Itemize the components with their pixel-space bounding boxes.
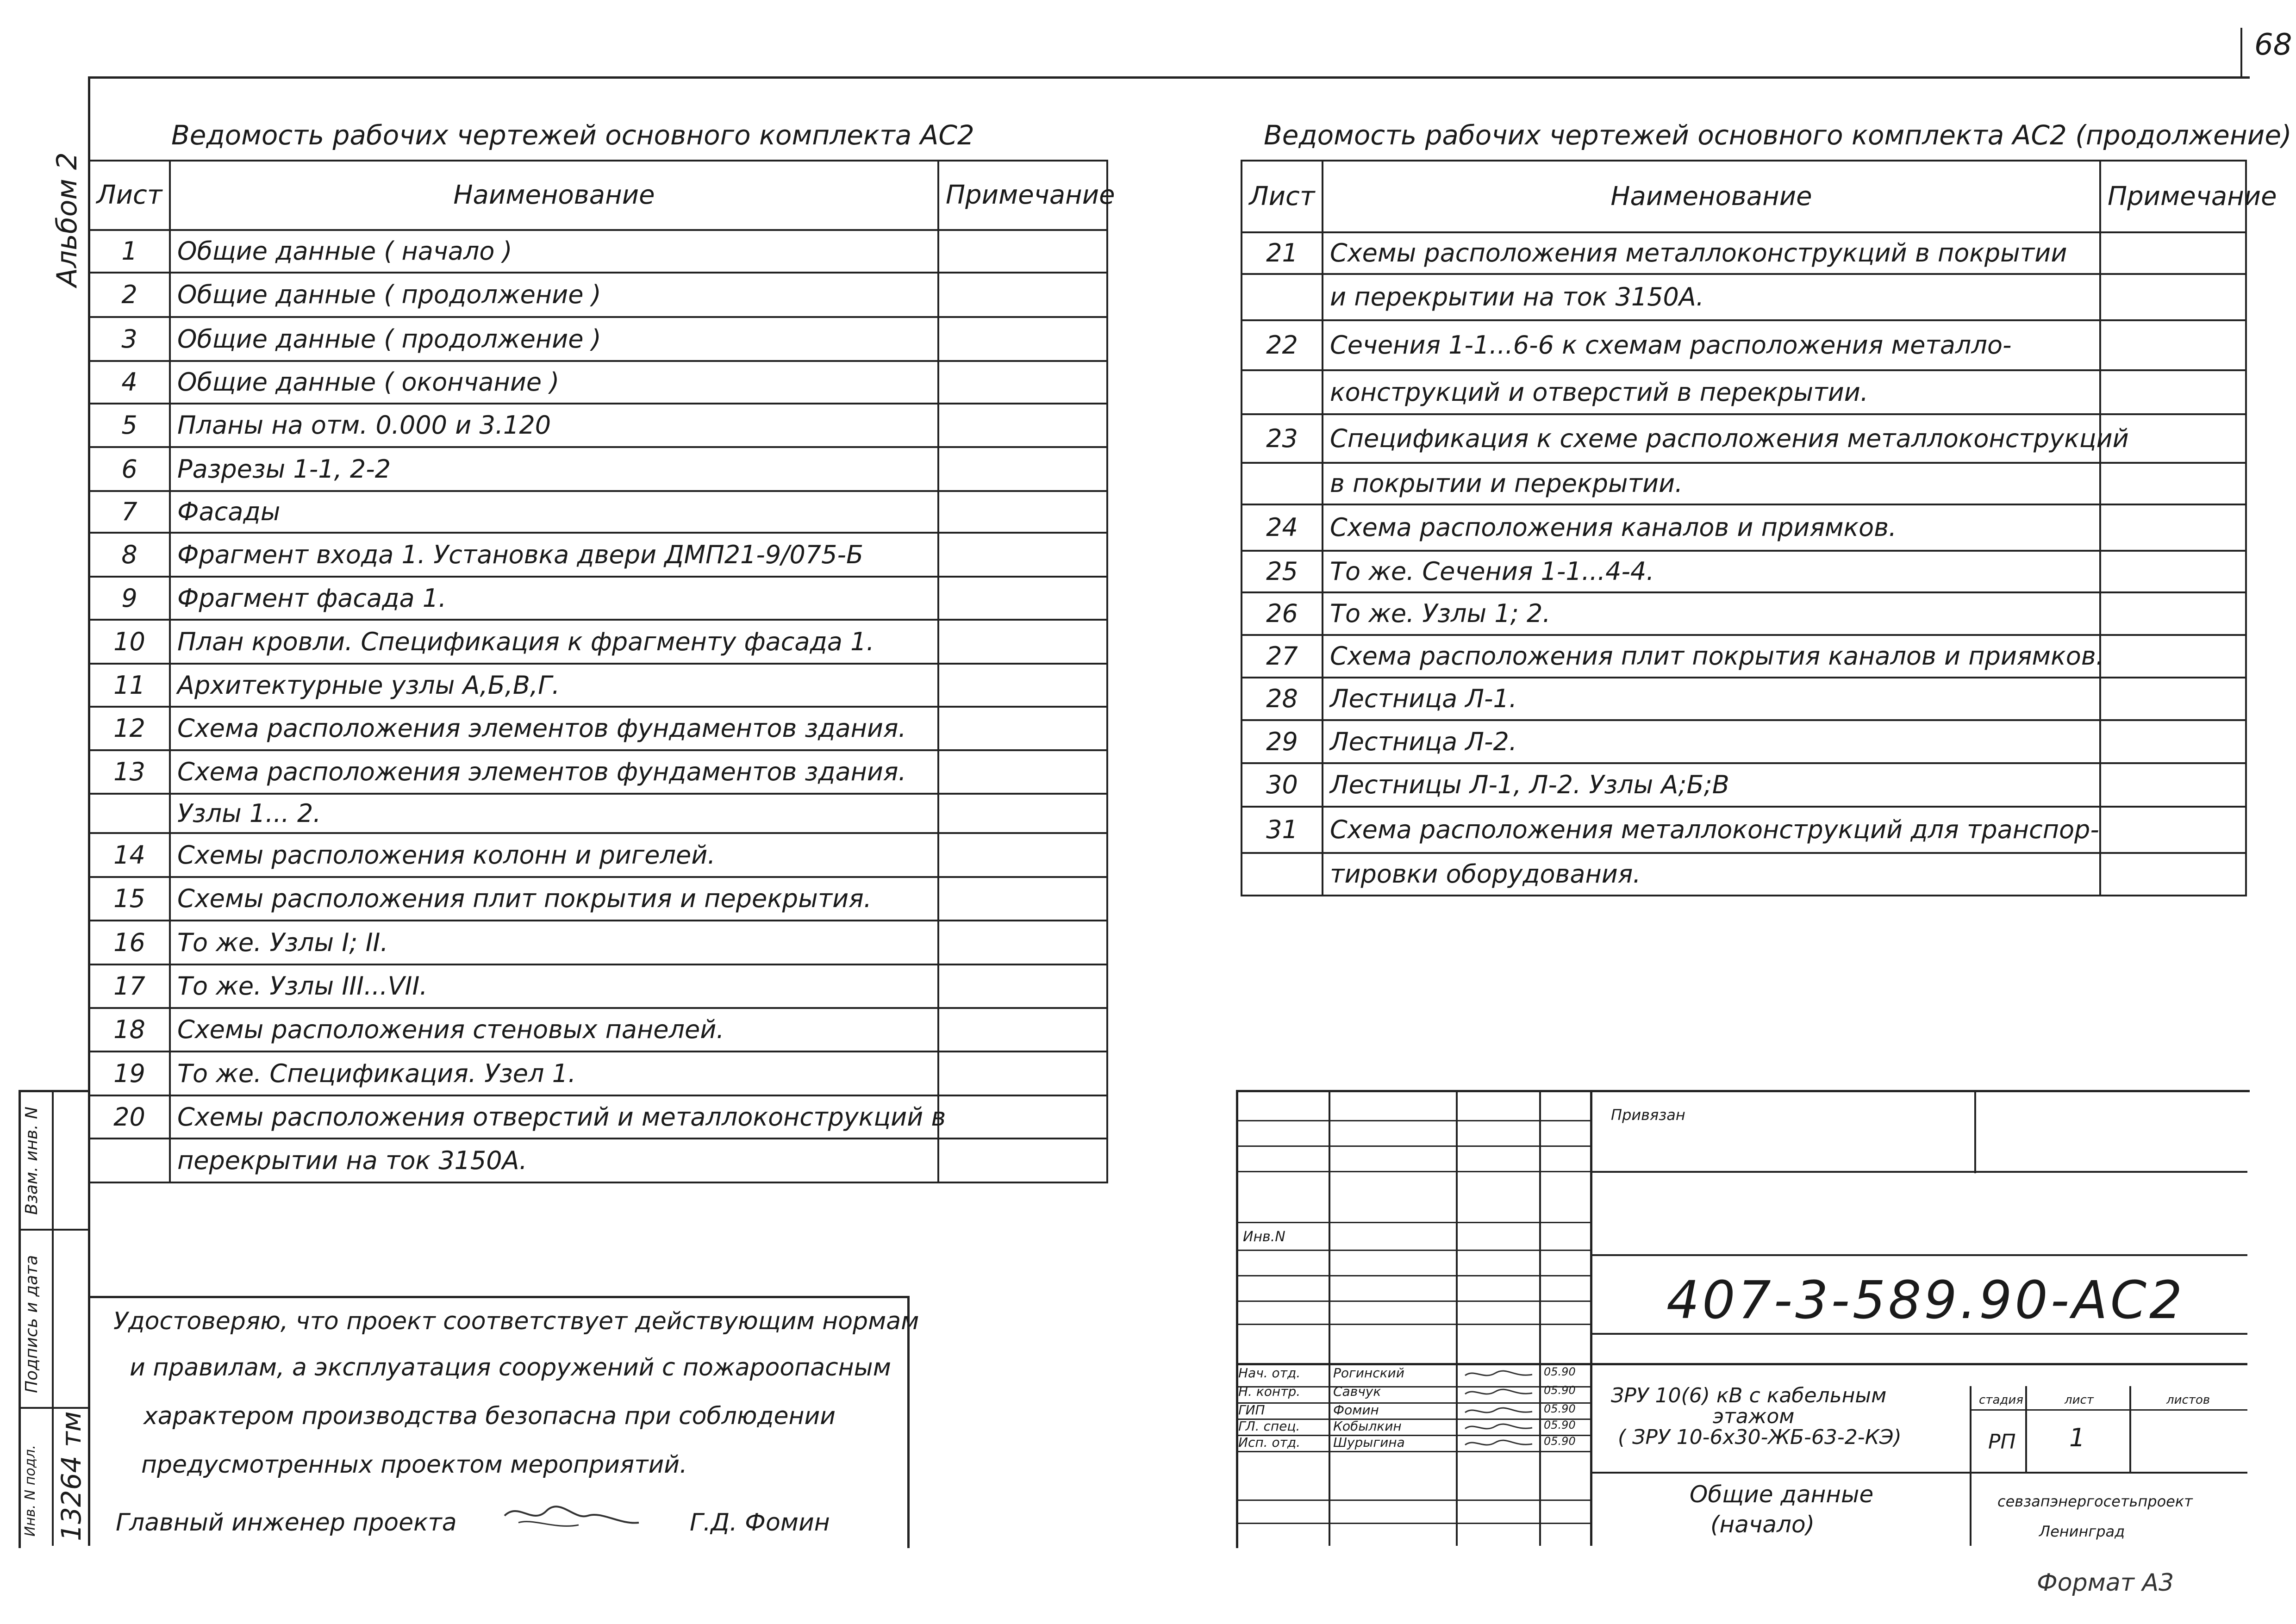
row-sheet-number: 4 bbox=[89, 361, 170, 404]
row-sheet-number: 17 bbox=[89, 964, 170, 1008]
stage-value: РП bbox=[1988, 1430, 2016, 1454]
left-table-title: Ведомость рабочих чертежей основного комплекта АС2 bbox=[171, 119, 974, 151]
row-title: То же. Узлы III...VII. bbox=[170, 964, 938, 1008]
table-row bbox=[89, 1008, 1107, 1052]
row-title: перекрытии на ток 3150А. bbox=[170, 1139, 938, 1182]
row-note bbox=[2100, 678, 2246, 720]
col-header-sheet: Лист bbox=[1242, 161, 1323, 232]
tb-right-row bbox=[1590, 1472, 2247, 1474]
row-note bbox=[2100, 504, 2246, 551]
table-row bbox=[89, 877, 1107, 921]
row-sheet-number: 18 bbox=[89, 1008, 170, 1052]
inv-original-label: Инв. N подл. bbox=[22, 1444, 38, 1537]
row-note bbox=[938, 1008, 1107, 1052]
col-header-name: Наименование bbox=[170, 161, 938, 230]
frame-top-right bbox=[88, 76, 2247, 79]
row-sheet-number: 1 bbox=[89, 230, 170, 273]
document-code: 407-3-589.90-АС2 bbox=[1666, 1270, 2185, 1331]
row-title: Схема расположения металлоконструкций для транспор- bbox=[1323, 807, 2100, 853]
row-title: Схемы расположения стеновых панелей. bbox=[170, 1008, 938, 1052]
tb-row bbox=[1236, 1275, 1590, 1276]
row-sheet-number: 20 bbox=[89, 1095, 170, 1139]
row-sheet-number bbox=[89, 1139, 170, 1182]
row-sheet-number: 7 bbox=[89, 491, 170, 533]
row-note bbox=[2100, 592, 2246, 635]
row-note bbox=[938, 230, 1107, 273]
table-row bbox=[1242, 763, 2246, 807]
col-header-note: Примечание bbox=[2100, 161, 2246, 232]
row-title: Фрагмент фасада 1. bbox=[170, 577, 938, 620]
right-table-title: Ведомость рабочих чертежей основного комплекта АС2 (продолжение) bbox=[1264, 119, 2292, 151]
table-row bbox=[89, 664, 1107, 707]
row-note bbox=[2100, 551, 2246, 592]
row-title: То же. Сечения 1-1...4-4. bbox=[1323, 551, 2100, 592]
row-sheet-number: 3 bbox=[89, 317, 170, 361]
row-note bbox=[2100, 463, 2246, 504]
person-name: Рогинский bbox=[1333, 1365, 1404, 1381]
tb-col-4 bbox=[1590, 1090, 1592, 1546]
table-row bbox=[89, 273, 1107, 317]
tb-row bbox=[1236, 1523, 1590, 1524]
row-title: Лестница Л-1. bbox=[1323, 678, 2100, 720]
table-row bbox=[1242, 232, 2246, 274]
object-line-3: ( ЗРУ 10-6х30-ЖБ-63-2-КЭ) bbox=[1618, 1425, 1902, 1449]
person-name: Шурыгина bbox=[1333, 1435, 1405, 1450]
row-note bbox=[2100, 232, 2246, 274]
row-sheet-number bbox=[1242, 853, 1323, 896]
row-sheet-number: 31 bbox=[1242, 807, 1323, 853]
signer-name: Г.Д. Фомин bbox=[690, 1509, 830, 1537]
row-sheet-number: 22 bbox=[1242, 320, 1323, 370]
row-sheet-number: 21 bbox=[1242, 232, 1323, 274]
row-sheet-number: 25 bbox=[1242, 551, 1323, 592]
row-note bbox=[938, 877, 1107, 921]
table-row bbox=[1242, 370, 2246, 414]
row-title: Схема расположения плит покрытия каналов и приямков. bbox=[1323, 635, 2100, 678]
row-sheet-number: 30 bbox=[1242, 763, 1323, 807]
format-label: Формат А3 bbox=[2037, 1569, 2174, 1597]
table-row bbox=[89, 620, 1107, 664]
tb-row bbox=[1236, 1222, 1590, 1223]
object-line-2: этажом bbox=[1713, 1405, 1795, 1428]
row-note bbox=[938, 361, 1107, 404]
signature-image bbox=[1463, 1385, 1537, 1400]
row-note bbox=[938, 664, 1107, 707]
row-title: План кровли. Спецификация к фрагменту фасада 1. bbox=[170, 620, 938, 664]
row-title: Схема расположения элементов фундаментов здания. bbox=[170, 750, 938, 794]
inv-label: Инв.N bbox=[1243, 1229, 1285, 1245]
row-title: Сечения 1-1...6-6 к схемам расположения металло- bbox=[1323, 320, 2100, 370]
certification-line-2: и правилам, а эксплуатация сооружений с пожароопасным bbox=[130, 1354, 891, 1381]
row-title: и перекрытии на ток 3150А. bbox=[1323, 274, 2100, 320]
row-title: То же. Спецификация. Узел 1. bbox=[170, 1052, 938, 1095]
row-sheet-number: 24 bbox=[1242, 504, 1323, 551]
table-row bbox=[1242, 635, 2246, 678]
row-note bbox=[2100, 807, 2246, 853]
signature-image bbox=[1463, 1419, 1537, 1435]
sheet-label: лист bbox=[2065, 1393, 2094, 1407]
tb-col-1 bbox=[1329, 1090, 1330, 1546]
person-role: Н. контр. bbox=[1238, 1384, 1301, 1399]
signature-image bbox=[1463, 1366, 1537, 1382]
row-title: Схемы расположения плит покрытия и перекрытия. bbox=[170, 877, 938, 921]
tb-row bbox=[1236, 1145, 1590, 1147]
row-sheet-number bbox=[1242, 463, 1323, 504]
tb-col-attached bbox=[1974, 1090, 1976, 1173]
row-note bbox=[2100, 635, 2246, 678]
tb-stage-row bbox=[1970, 1409, 2247, 1411]
row-note bbox=[938, 707, 1107, 750]
sheets-label: листов bbox=[2166, 1393, 2210, 1407]
person-role: Исп. отд. bbox=[1238, 1435, 1301, 1450]
row-sheet-number: 23 bbox=[1242, 414, 1323, 463]
organization: севзапэнергосетьпроект bbox=[1997, 1493, 2193, 1510]
person-date: 05.90 bbox=[1544, 1402, 1576, 1415]
row-title: Общие данные ( продолжение ) bbox=[170, 317, 938, 361]
table-row bbox=[89, 1052, 1107, 1095]
row-note bbox=[938, 833, 1107, 877]
person-date: 05.90 bbox=[1544, 1435, 1576, 1448]
table-row bbox=[89, 533, 1107, 577]
album-label: Альбом 2 bbox=[51, 152, 83, 287]
row-title: Архитектурные узлы А,Б,В,Г. bbox=[170, 664, 938, 707]
row-title: Схемы расположения колонн и ригелей. bbox=[170, 833, 938, 877]
row-title: Фасады bbox=[170, 491, 938, 533]
row-note bbox=[2100, 320, 2246, 370]
row-title: Схема расположения элементов фундаментов здания. bbox=[170, 707, 938, 750]
row-note bbox=[938, 533, 1107, 577]
row-note bbox=[2100, 763, 2246, 807]
row-title: Фрагмент входа 1. Установка двери ДМП21-9/075-Б bbox=[170, 533, 938, 577]
city: Ленинград bbox=[2039, 1523, 2125, 1540]
stage-label: стадия bbox=[1979, 1393, 2023, 1407]
row-sheet-number: 9 bbox=[89, 577, 170, 620]
row-title: Узлы 1... 2. bbox=[170, 794, 938, 833]
row-sheet-number: 13 bbox=[89, 750, 170, 794]
tb-right-row bbox=[1590, 1333, 2247, 1335]
table-row bbox=[1242, 274, 2246, 320]
row-note bbox=[938, 1139, 1107, 1182]
row-note bbox=[938, 794, 1107, 833]
row-note bbox=[938, 921, 1107, 964]
left-register-table bbox=[88, 160, 1115, 1183]
table-row bbox=[1242, 320, 2246, 370]
table-row bbox=[89, 750, 1107, 794]
tb-sheet-col bbox=[2025, 1386, 2027, 1472]
table-row bbox=[89, 230, 1107, 273]
table-row bbox=[89, 964, 1107, 1008]
tb-col-3 bbox=[1539, 1090, 1541, 1546]
row-note bbox=[938, 964, 1107, 1008]
table-row bbox=[89, 447, 1107, 491]
row-title: Схема расположения каналов и приямков. bbox=[1323, 504, 2100, 551]
row-note bbox=[938, 491, 1107, 533]
row-sheet-number: 27 bbox=[1242, 635, 1323, 678]
table-row bbox=[89, 577, 1107, 620]
person-date: 05.90 bbox=[1544, 1419, 1576, 1431]
side-stamp-divider bbox=[52, 1090, 54, 1546]
row-note bbox=[938, 750, 1107, 794]
inv-number: 13264 тм bbox=[56, 1411, 87, 1541]
row-sheet-number bbox=[1242, 370, 1323, 414]
row-title: конструкций и отверстий в перекрытии. bbox=[1323, 370, 2100, 414]
signature-image bbox=[500, 1497, 648, 1539]
row-sheet-number: 10 bbox=[89, 620, 170, 664]
object-line-1: ЗРУ 10(6) кВ с кабельным bbox=[1611, 1384, 1887, 1407]
sheet-value: 1 bbox=[2069, 1423, 2085, 1452]
row-note bbox=[938, 447, 1107, 491]
row-title: Схемы расположения отверстий и металлоконструкций в bbox=[170, 1095, 938, 1139]
person-role: Нач. отд. bbox=[1238, 1365, 1301, 1381]
row-note bbox=[2100, 720, 2246, 763]
tb-col-2 bbox=[1456, 1090, 1458, 1546]
row-sheet-number: 19 bbox=[89, 1052, 170, 1095]
row-note bbox=[938, 273, 1107, 317]
table-row bbox=[89, 317, 1107, 361]
row-title: Планы на отм. 0.000 и 3.120 bbox=[170, 404, 938, 447]
row-sheet-number: 6 bbox=[89, 447, 170, 491]
row-note bbox=[938, 404, 1107, 447]
tb-row bbox=[1236, 1250, 1590, 1251]
row-sheet-number: 29 bbox=[1242, 720, 1323, 763]
row-sheet-number: 26 bbox=[1242, 592, 1323, 635]
signer-role: Главный инженер проекта bbox=[116, 1509, 457, 1537]
row-sheet-number bbox=[1242, 274, 1323, 320]
row-sheet-number: 12 bbox=[89, 707, 170, 750]
person-name: Фомин bbox=[1333, 1402, 1379, 1418]
row-note bbox=[2100, 370, 2246, 414]
tb-row bbox=[1236, 1300, 1590, 1302]
row-sheet-number: 14 bbox=[89, 833, 170, 877]
row-title: Общие данные ( начало ) bbox=[170, 230, 938, 273]
sign-date-label: Подпись и дата bbox=[22, 1255, 41, 1393]
row-title: Общие данные ( окончание ) bbox=[170, 361, 938, 404]
row-sheet-number: 11 bbox=[89, 664, 170, 707]
table-row bbox=[1242, 504, 2246, 551]
tb-right-row bbox=[1590, 1171, 2247, 1173]
sheet-title-line-2: (начало) bbox=[1710, 1511, 1815, 1538]
col-header-sheet: Лист bbox=[89, 161, 170, 230]
row-title: Лестницы Л-1, Л-2. Узлы А;Б;В bbox=[1323, 763, 2100, 807]
row-note bbox=[938, 1052, 1107, 1095]
table-row bbox=[1242, 463, 2246, 504]
tb-sheets-col bbox=[2129, 1386, 2131, 1472]
person-date: 05.90 bbox=[1544, 1384, 1576, 1397]
person-name: Кобылкин bbox=[1333, 1419, 1402, 1434]
col-header-note: Примечание bbox=[938, 161, 1107, 230]
row-title: То же. Узлы 1; 2. bbox=[1323, 592, 2100, 635]
row-sheet-number bbox=[89, 794, 170, 833]
table-row bbox=[1242, 720, 2246, 763]
tb-row bbox=[1236, 1402, 1590, 1404]
table-row bbox=[1242, 551, 2246, 592]
table-row bbox=[89, 1095, 1107, 1139]
row-title: Общие данные ( продолжение ) bbox=[170, 273, 938, 317]
table-row bbox=[89, 491, 1107, 533]
table-row bbox=[89, 361, 1107, 404]
row-note bbox=[938, 620, 1107, 664]
sheet-title-line-1: Общие данные bbox=[1690, 1481, 1874, 1508]
row-sheet-number: 16 bbox=[89, 921, 170, 964]
tb-row bbox=[1236, 1120, 1590, 1121]
person-date: 05.90 bbox=[1544, 1365, 1576, 1378]
page-number: 68 bbox=[2254, 28, 2292, 62]
table-row bbox=[1242, 414, 2246, 463]
col-header-name: Наименование bbox=[1323, 161, 2100, 232]
row-sheet-number: 15 bbox=[89, 877, 170, 921]
row-title: Разрезы 1-1, 2-2 bbox=[170, 447, 938, 491]
row-sheet-number: 8 bbox=[89, 533, 170, 577]
certification-line-4: предусмотренных проектом мероприятий. bbox=[141, 1451, 687, 1479]
tb-row bbox=[1236, 1500, 1590, 1501]
side-stamp-row-2 bbox=[19, 1407, 88, 1409]
tb-row bbox=[1236, 1324, 1590, 1325]
table-row bbox=[89, 707, 1107, 750]
row-note bbox=[2100, 853, 2246, 896]
right-register-table bbox=[1241, 160, 2277, 896]
person-role: ГЛ. спец. bbox=[1238, 1419, 1300, 1434]
side-stamp-row-1 bbox=[19, 1229, 88, 1231]
table-row bbox=[1242, 853, 2246, 896]
attached-label: Привязан bbox=[1611, 1106, 1685, 1124]
table-row bbox=[89, 404, 1107, 447]
tb-row bbox=[1236, 1171, 1590, 1172]
page-number-divider bbox=[2240, 28, 2242, 79]
signature-image bbox=[1463, 1436, 1537, 1451]
table-row bbox=[89, 794, 1107, 833]
tb-right-row bbox=[1590, 1254, 2247, 1256]
certification-line-1: Удостоверяю, что проект соответствует действующим нормам bbox=[113, 1307, 919, 1335]
row-title: Спецификация к схеме расположения металлоконструкций bbox=[1323, 414, 2100, 463]
tb-row bbox=[1236, 1451, 1590, 1452]
table-row bbox=[1242, 807, 2246, 853]
table-row bbox=[89, 1139, 1107, 1182]
row-sheet-number: 5 bbox=[89, 404, 170, 447]
table-row bbox=[89, 833, 1107, 877]
row-title: тировки оборудования. bbox=[1323, 853, 2100, 896]
row-note bbox=[938, 1095, 1107, 1139]
person-name: Савчук bbox=[1333, 1384, 1381, 1399]
table-row bbox=[1242, 592, 2246, 635]
row-sheet-number: 2 bbox=[89, 273, 170, 317]
row-title: Лестница Л-2. bbox=[1323, 720, 2100, 763]
person-role: ГИП bbox=[1238, 1402, 1265, 1418]
row-title: в покрытии и перекрытии. bbox=[1323, 463, 2100, 504]
row-note bbox=[2100, 274, 2246, 320]
replace-inv-label: Взам. инв. N bbox=[22, 1107, 41, 1215]
row-sheet-number: 28 bbox=[1242, 678, 1323, 720]
signature-image bbox=[1463, 1403, 1537, 1419]
row-title: То же. Узлы I; II. bbox=[170, 921, 938, 964]
row-note bbox=[938, 577, 1107, 620]
table-row bbox=[89, 921, 1107, 964]
certification-line-3: характером производства безопасна при соблюдении bbox=[144, 1402, 836, 1430]
row-title: Схемы расположения металлоконструкций в покрытии bbox=[1323, 232, 2100, 274]
table-row bbox=[1242, 678, 2246, 720]
row-note bbox=[938, 317, 1107, 361]
